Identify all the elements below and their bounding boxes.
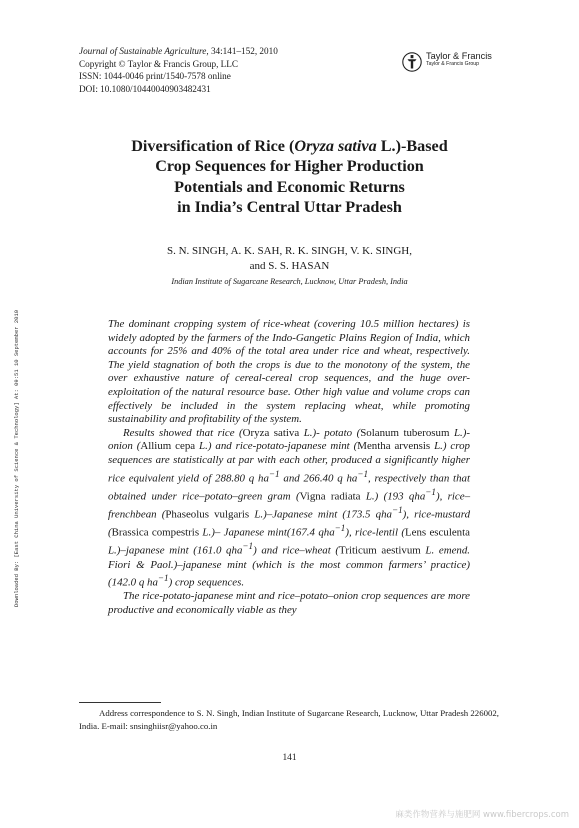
species-name: Allium cepa (140, 440, 196, 453)
species-name: Triticum aestivum (339, 545, 421, 558)
footnote-divider (79, 702, 161, 703)
abstract-text: L.) crop sequences are statistically at par with each other, produced a significantly higher rice equivalent yield of 288.80 q ha (108, 440, 470, 485)
article-title (50, 136, 529, 217)
abstract-text: ), rice–frenchbean ( (108, 490, 471, 521)
title-line1-pre: Diversification of Rice ( (131, 137, 295, 155)
title-line1-post: L.)-Based (376, 137, 448, 155)
journal-doi: DOI: 10.1080/10440040903482431 (79, 83, 211, 94)
species-name: Mentha arvensis (357, 440, 431, 453)
abstract-text: Results showed that rice ( (123, 426, 243, 439)
abstract-text: ) crop sequences. (168, 576, 245, 589)
journal-metadata (79, 45, 278, 95)
author-list (60, 244, 519, 274)
title-line4: in India’s Central Uttar Pradesh (177, 197, 402, 216)
download-side-note: Downloaded By: [East China University of Science & Technology] At: 09:51 10 September 2010 (13, 309, 20, 607)
abstract-text: L.) and rice-potato-japanese mint ( (195, 440, 358, 453)
abstract-text: L.) (193 qha (360, 490, 426, 503)
abstract-text: and 266.40 q ha (279, 472, 358, 485)
authors-line2: and S. S. HASAN (249, 260, 330, 272)
publisher-name: Taylor & Francis (426, 51, 492, 61)
unit-superscript: −1 (268, 468, 280, 479)
abstract-text: L. emend. Fiori & Paol.)–japanese mint (which is the most common farmers’ practice) (142.0 q ha (108, 545, 471, 589)
journal-copyright: Copyright © Taylor & Francis Group, LLC (79, 58, 239, 69)
affiliation: Indian Institute of Sugarcane Research, Lucknow, Uttar Pradesh, India (171, 277, 408, 286)
site-watermark: 麻类作物营养与施肥网 www.fibercrops.com (395, 810, 569, 820)
abstract-text: L.)–japanese mint (161.0 qha (108, 545, 243, 558)
unit-superscript: −1 (425, 486, 436, 497)
abstract-text: L.)– Japanese mint(167.4 qha (199, 526, 335, 539)
abstract-text: L.)- potato ( (299, 426, 361, 439)
publisher-group: Taylor & Francis Group (426, 61, 480, 67)
abstract-paragraph-2 (108, 427, 470, 591)
publisher-block (402, 51, 492, 73)
journal-volume-pages: , 34:141–152, 2010 (206, 46, 278, 56)
species-name: Solanum tuberosum (360, 426, 450, 439)
title-line3: Potentials and Economic Returns (174, 177, 405, 196)
abstract-paragraph-3: The rice-potato-japanese mint and rice–potato–onion crop sequences are more productive and economically viable as they (108, 590, 470, 617)
unit-superscript: −1 (391, 504, 403, 515)
abstract-text: L.)- onion ( (108, 426, 470, 453)
abstract-text: ) and rice–wheat ( (253, 545, 340, 558)
abstract-paragraph-1: The dominant cropping system of rice-wheat (covering 10.5 million hectares) is widely adopted by the farmers of the Indo-Gangetic Plains Region of India, which accounts for 25% and 40% of the total area under rice and wheat, respectively. The yield stagnation of both the crops is due to the monotony of the system, the over exhaustive nature of cereal-cereal crop sequences, and the huge over-exploitation of the natural resource base. Other high value and volume crops can effectively be included in the system replacing wheat, while promoting sustainability and profitability of the system. (108, 318, 470, 426)
abstract (108, 318, 470, 618)
page-number: 141 (282, 753, 297, 763)
title-species-italic: Oryza sativa (294, 137, 377, 155)
authors-line1: S. N. SINGH, A. K. SAH, R. K. SINGH, V. K. SINGH, (167, 245, 412, 257)
unit-superscript: −1 (334, 523, 346, 534)
abstract-text: ), rice-lentil ( (345, 526, 405, 539)
species-name: Vigna radiata (299, 490, 361, 503)
abstract-text: ), rice-mustard ( (108, 508, 471, 539)
species-name: Phaseolus vulgaris (165, 508, 250, 521)
species-name: Oryza sativa (242, 426, 300, 439)
journal-name: Journal of Sustainable Agriculture (79, 46, 207, 56)
abstract-text: L.)–Japanese mint (173.5 qha (249, 508, 392, 521)
species-name: Lens esculenta (404, 526, 470, 539)
unit-superscript: −1 (357, 468, 369, 479)
unit-superscript: −1 (242, 541, 254, 552)
abstract-text: , respectively than that obtained under rice–potato–green gram ( (108, 472, 471, 503)
unit-superscript: −1 (157, 573, 169, 584)
correspondence-footnote: Address correspondence to S. N. Singh, Indian Institute of Sugarcane Research, Lucknow, Uttar Pradesh 226002, India. E-mail: snsinghiisr@yahoo.co.in (79, 708, 499, 731)
species-name: Brassica compestris (111, 526, 200, 539)
journal-issn: ISSN: 1044-0046 print/1540-7578 online (79, 71, 231, 82)
title-line2: Crop Sequences for Higher Production (155, 157, 424, 176)
taylor-francis-logo-icon (402, 51, 422, 73)
